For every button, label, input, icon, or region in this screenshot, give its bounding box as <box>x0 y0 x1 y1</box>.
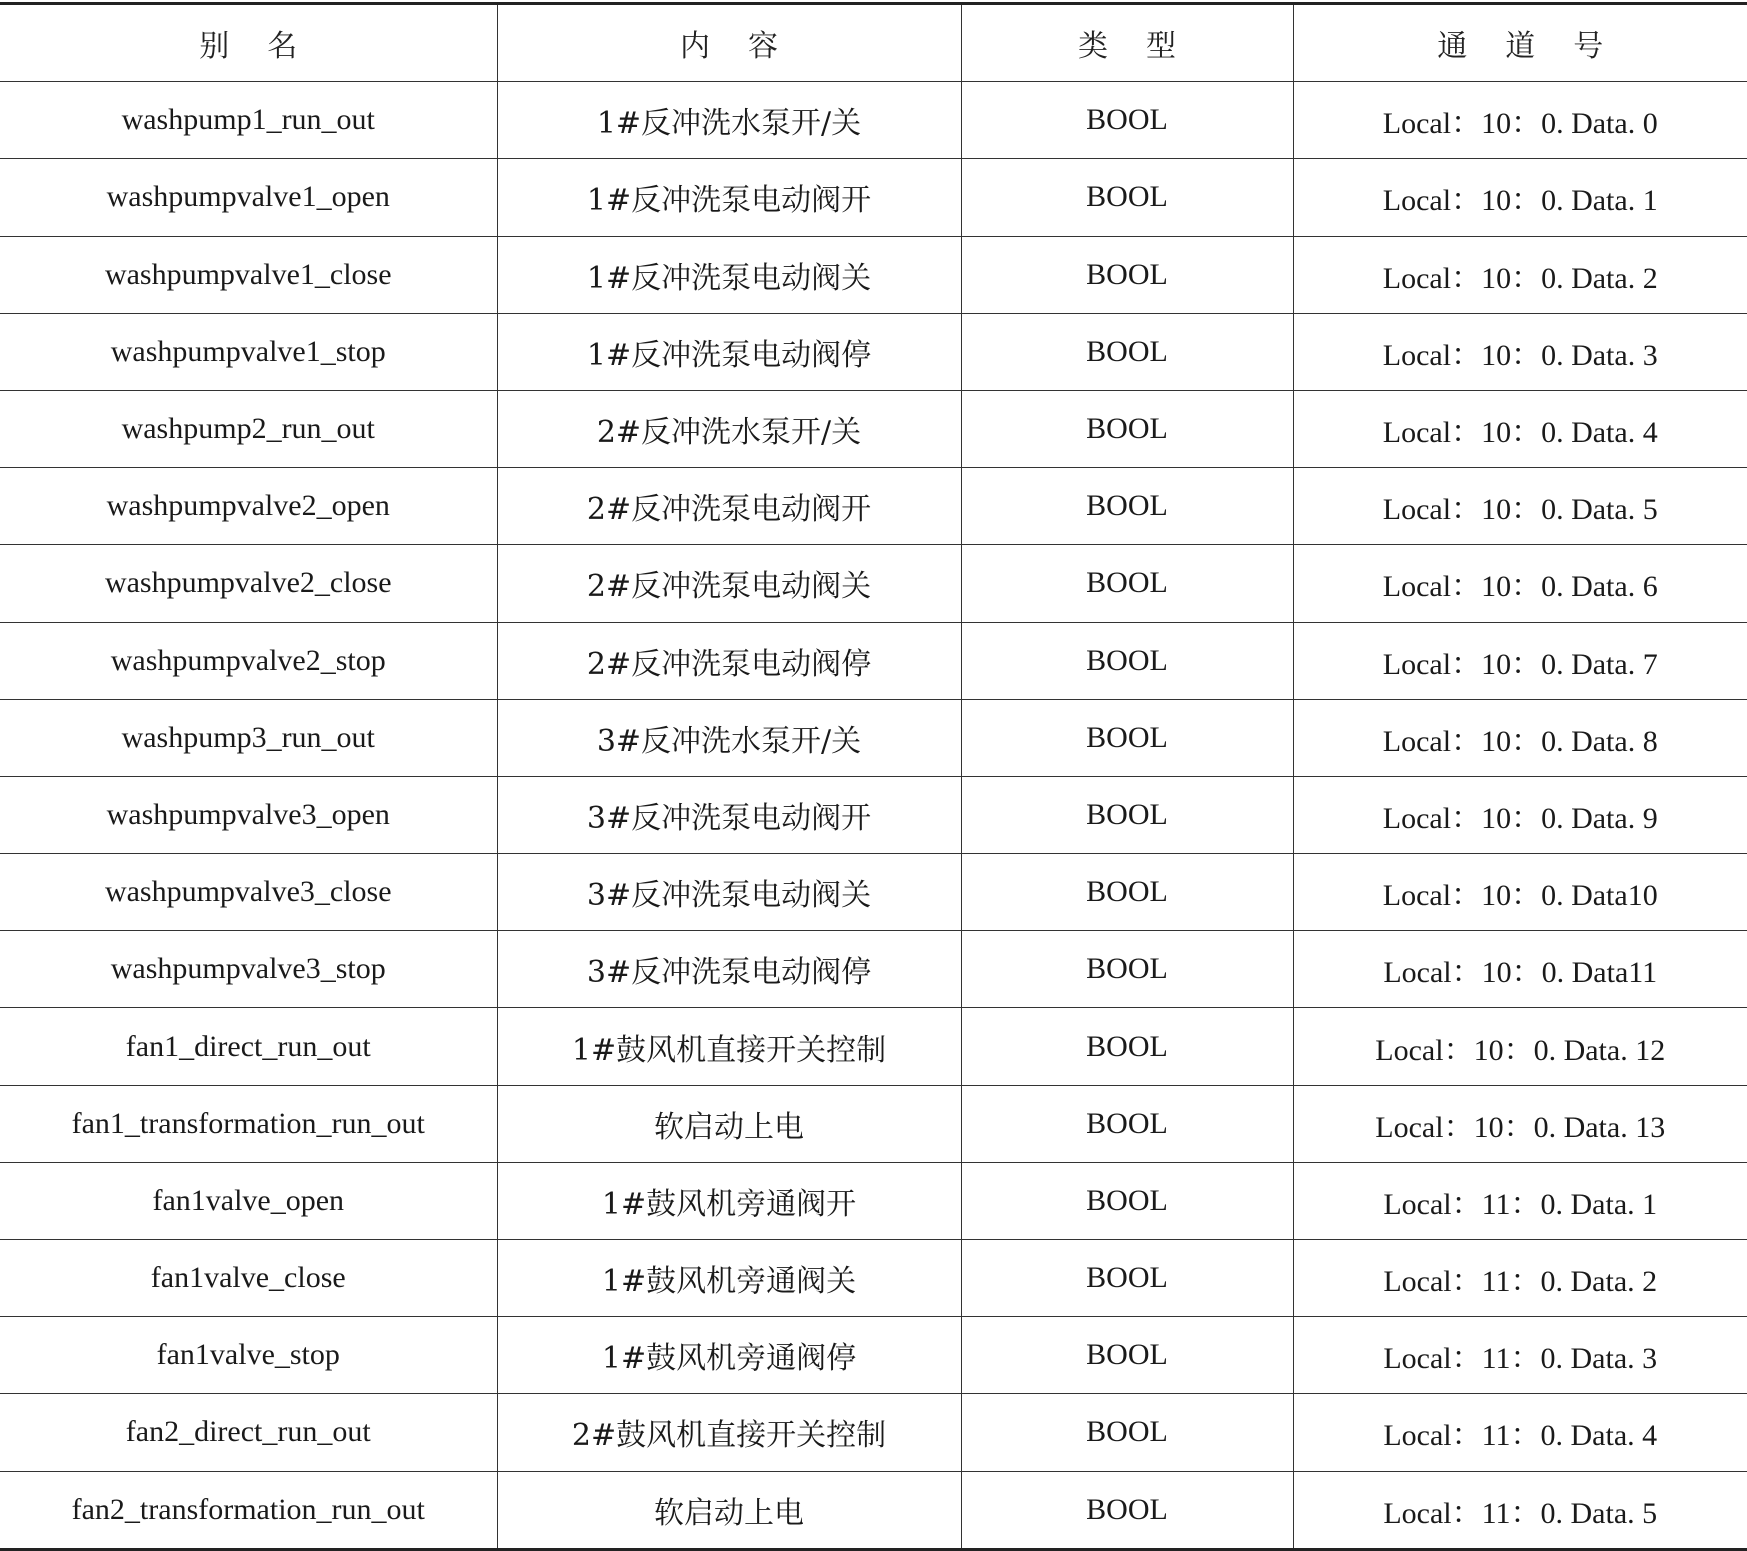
cell-channel: Local：10：0. Data. 2 <box>1293 236 1747 313</box>
cell-channel: Local：10：0. Data. 7 <box>1293 622 1747 699</box>
cell-alias: fan2_transformation_run_out <box>71 1492 425 1526</box>
cell-type: BOOL <box>961 159 1293 236</box>
cell-channel: Local：10：0. Data. 4 <box>1293 390 1747 467</box>
cell-type: BOOL <box>961 1085 1293 1162</box>
cell-type: BOOL <box>961 1317 1293 1394</box>
cell-alias: washpumpvalve1_stop <box>0 313 497 390</box>
header-content: 内容 <box>497 4 961 82</box>
cell-content: 3#反冲洗水泵开/关 <box>497 699 961 776</box>
table-row <box>0 468 1747 545</box>
cell-channel: Local：10：0. Data. 5 <box>1293 468 1747 545</box>
table-row <box>0 545 1747 622</box>
cell-alias: washpumpvalve3_close <box>0 854 497 931</box>
table-row <box>0 1471 1747 1549</box>
cell-content: 2#反冲洗泵电动阀停 <box>497 622 961 699</box>
cell-alias: fan1valve_stop <box>0 1317 497 1394</box>
table-row <box>0 1085 1747 1162</box>
cell-type: BOOL <box>961 1394 1293 1471</box>
table-row <box>0 1162 1747 1239</box>
cell-channel: Local：10：0. Data. 13 <box>1293 1085 1747 1162</box>
cell-type: BOOL <box>961 931 1293 1008</box>
cell-alias: washpumpvalve2_open <box>0 468 497 545</box>
cell-channel: Local：11：0. Data. 3 <box>1293 1317 1747 1394</box>
table-row <box>0 1317 1747 1394</box>
cell-channel: Local：10：0. Data. 6 <box>1293 545 1747 622</box>
cell-alias: fan1valve_close <box>0 1240 497 1317</box>
cell-alias: washpump2_run_out <box>0 390 497 467</box>
table-row <box>0 159 1747 236</box>
cell-content: 2#鼓风机直接开关控制 <box>497 1394 961 1471</box>
cell-channel: Local：10：0. Data10 <box>1293 854 1747 931</box>
cell-type: BOOL <box>961 854 1293 931</box>
cell-alias: washpumpvalve2_stop <box>0 622 497 699</box>
header-row <box>0 4 1747 82</box>
cell-content: 软启动上电 <box>497 1085 961 1162</box>
table-row <box>0 1240 1747 1317</box>
cell-alias: washpumpvalve3_open <box>0 776 497 853</box>
cell-type: BOOL <box>961 468 1293 545</box>
table-row <box>0 390 1747 467</box>
cell-content: 2#反冲洗泵电动阀关 <box>497 545 961 622</box>
cell-content: 1#鼓风机旁通阀停 <box>497 1317 961 1394</box>
cell-alias: fan2_direct_run_out <box>0 1394 497 1471</box>
table-row <box>0 313 1747 390</box>
cell-alias: fan1valve_open <box>0 1162 497 1239</box>
table-row <box>0 931 1747 1008</box>
cell-channel: Local：10：0. Data. 0 <box>1293 82 1747 159</box>
cell-alias: washpump3_run_out <box>0 699 497 776</box>
cell-channel: Local：10：0. Data. 8 <box>1293 699 1747 776</box>
table-row <box>0 622 1747 699</box>
cell-type: BOOL <box>961 622 1293 699</box>
cell-content: 1#反冲洗泵电动阀关 <box>497 236 961 313</box>
cell-type: BOOL <box>961 1162 1293 1239</box>
table-header <box>0 4 1747 82</box>
cell-type: BOOL <box>961 236 1293 313</box>
cell-channel: Local：10：0. Data. 3 <box>1293 313 1747 390</box>
cell-content: 3#反冲洗泵电动阀停 <box>497 931 961 1008</box>
table-row <box>0 776 1747 853</box>
cell-content: 1#鼓风机旁通阀开 <box>497 1162 961 1239</box>
cell-alias: washpumpvalve1_open <box>0 159 497 236</box>
cell-alias: fan1_transformation_run_out <box>0 1085 497 1162</box>
cell-content: 1#鼓风机旁通阀关 <box>497 1240 961 1317</box>
table-row <box>0 236 1747 313</box>
cell-type: BOOL <box>961 1471 1293 1549</box>
table-row <box>0 1008 1747 1085</box>
table-row <box>0 82 1747 159</box>
table-row <box>0 699 1747 776</box>
cell-content: 2#反冲洗泵电动阀开 <box>497 468 961 545</box>
cell-content: 1#反冲洗水泵开/关 <box>497 82 961 159</box>
cell-channel: Local：11：0. Data. 4 <box>1293 1394 1747 1471</box>
header-channel: 通道号 <box>1293 4 1747 82</box>
cell-type: BOOL <box>961 1008 1293 1085</box>
cell-content: 软启动上电 <box>497 1471 961 1549</box>
cell-content: 1#鼓风机直接开关控制 <box>497 1008 961 1085</box>
cell-type: BOOL <box>961 390 1293 467</box>
cell-type: BOOL <box>961 82 1293 159</box>
cell-content: 3#反冲洗泵电动阀开 <box>497 776 961 853</box>
table-body <box>0 82 1747 1550</box>
cell-alias: washpumpvalve1_close <box>0 236 497 313</box>
table-row <box>0 854 1747 931</box>
io-allocation-table <box>0 2 1747 1551</box>
cell-content: 1#反冲洗泵电动阀停 <box>497 313 961 390</box>
cell-alias: washpumpvalve2_close <box>0 545 497 622</box>
cell-alias: washpumpvalve3_stop <box>0 931 497 1008</box>
cell-alias: washpump1_run_out <box>0 82 497 159</box>
cell-type: BOOL <box>961 313 1293 390</box>
cell-type: BOOL <box>961 1240 1293 1317</box>
cell-channel: Local：11：0. Data. 2 <box>1293 1240 1747 1317</box>
cell-alias: fan1_direct_run_out <box>0 1008 497 1085</box>
cell-channel: Local：10：0. Data11 <box>1293 931 1747 1008</box>
cell-content: 1#反冲洗泵电动阀开 <box>497 159 961 236</box>
cell-type: BOOL <box>961 776 1293 853</box>
cell-content: 3#反冲洗泵电动阀关 <box>497 854 961 931</box>
header-type: 类型 <box>961 4 1293 82</box>
cell-channel: Local：10：0. Data. 9 <box>1293 776 1747 853</box>
cell-channel: Local：10：0. Data. 12 <box>1293 1008 1747 1085</box>
cell-channel: Local：11：0. Data. 5 <box>1293 1471 1747 1549</box>
cell-type: BOOL <box>961 545 1293 622</box>
cell-type: BOOL <box>961 699 1293 776</box>
table-row <box>0 1394 1747 1471</box>
cell-content: 2#反冲洗水泵开/关 <box>497 390 961 467</box>
cell-channel: Local：10：0. Data. 1 <box>1293 159 1747 236</box>
cell-channel: Local：11：0. Data. 1 <box>1293 1162 1747 1239</box>
header-alias: 别名 <box>0 4 497 82</box>
